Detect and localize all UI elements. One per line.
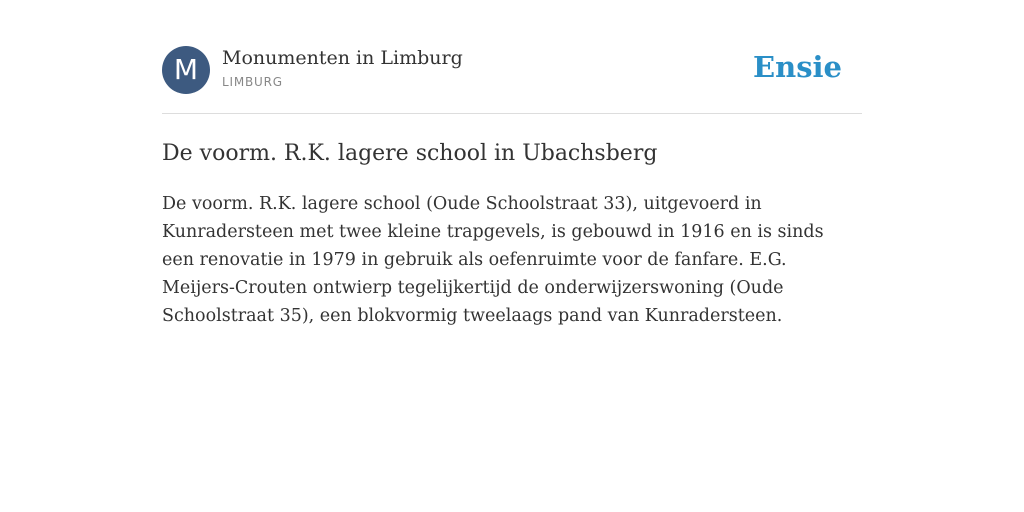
site-title[interactable]: Monumenten in Limburg	[222, 47, 463, 69]
article-body: De voorm. R.K. lagere school (Oude Schoolstraat 33), uitgevoerd in Kunradersteen met twee kleine trapgevels, is gebouwd in 1916 en is sinds een renovatie in 1979 in gebruik als oefenruimte voor de fanfare. E.G. Meijers-Crouten ontwierp tegelijkertijd de onderwijzerswoning (Oude Schoolstraat 35), een blokvormig tweelaags pand van Kunradersteen.	[162, 194, 824, 326]
card-header	[162, 46, 862, 114]
region-label: LIMBURG	[222, 75, 283, 89]
avatar[interactable]: M	[162, 46, 210, 94]
article-title: De voorm. R.K. lagere school in Ubachsberg	[162, 141, 658, 166]
article-card	[162, 46, 862, 330]
brand-logo[interactable]: Ensie	[753, 50, 842, 84]
